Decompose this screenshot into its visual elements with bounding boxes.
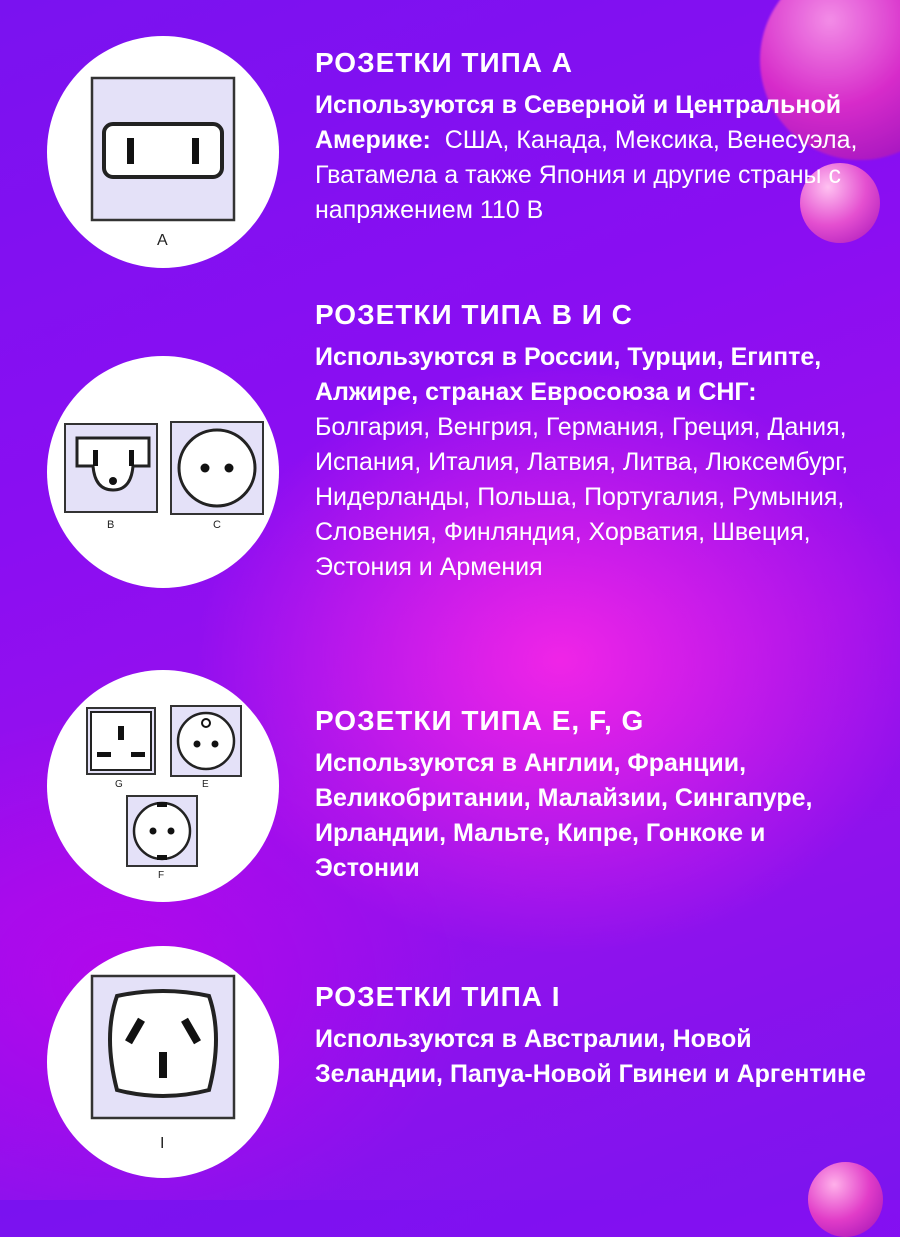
section-heading: РОЗЕТКИ ТИПА I: [315, 981, 561, 1012]
socket-i-icon: [47, 946, 279, 1178]
socket-e-f-g-illustration: [47, 670, 279, 902]
socket-label: C: [213, 519, 221, 531]
socket-label: B: [107, 519, 115, 531]
description-bold: Используются в Австралии, Новой Зеландии, Папуа-Новой Гвинеи и Аргентине: [315, 1025, 866, 1088]
description-bold: Используются в Северной и Центральной Америке:: [315, 91, 842, 154]
section-description: [315, 1022, 875, 1092]
socket-b-c-illustration: [47, 356, 279, 588]
section-description: [315, 340, 875, 585]
socket-a-illustration: [47, 36, 279, 268]
section-heading: РОЗЕТКИ ТИПА А: [315, 47, 573, 78]
socket-label: I: [160, 1135, 165, 1152]
socket-label: G: [115, 779, 123, 790]
description-regular: США, Канада, Мексика, Венесуэла, Гватамела а также Япония и другие страны с напряжением 110 В: [315, 126, 858, 224]
socket-b-c-icon: [47, 356, 279, 588]
socket-label: A: [157, 232, 168, 249]
description-bold: Используются в Англии, Франции, Великобритании, Малайзии, Сингапуре, Ирландии, Мальте, Кипре, Гонкоке и Эстонии: [315, 749, 813, 882]
socket-label: F: [158, 870, 165, 881]
section-heading: РОЗЕТКИ ТИПА В И С: [315, 299, 633, 330]
section-description: [315, 746, 875, 886]
socket-i-illustration: [47, 946, 279, 1178]
section-description: [315, 88, 875, 228]
socket-label: E: [202, 779, 209, 790]
section-heading: РОЗЕТКИ ТИПА E, F, G: [315, 705, 645, 736]
socket-a-icon: [47, 36, 279, 268]
description-bold: Используются в России, Турции, Египте, Алжире, странах Евросоюза и СНГ:: [315, 343, 822, 406]
socket-e-f-g-icon: [47, 670, 279, 902]
description-regular: Болгария, Венгрия, Германия, Греция, Дания, Испания, Италия, Латвия, Литва, Люксембург, Нидерланды, Польша, Португалия, Румыния, Словения, Финляндия, Хорватия, Швеция, Эстония и Армения: [315, 413, 849, 581]
